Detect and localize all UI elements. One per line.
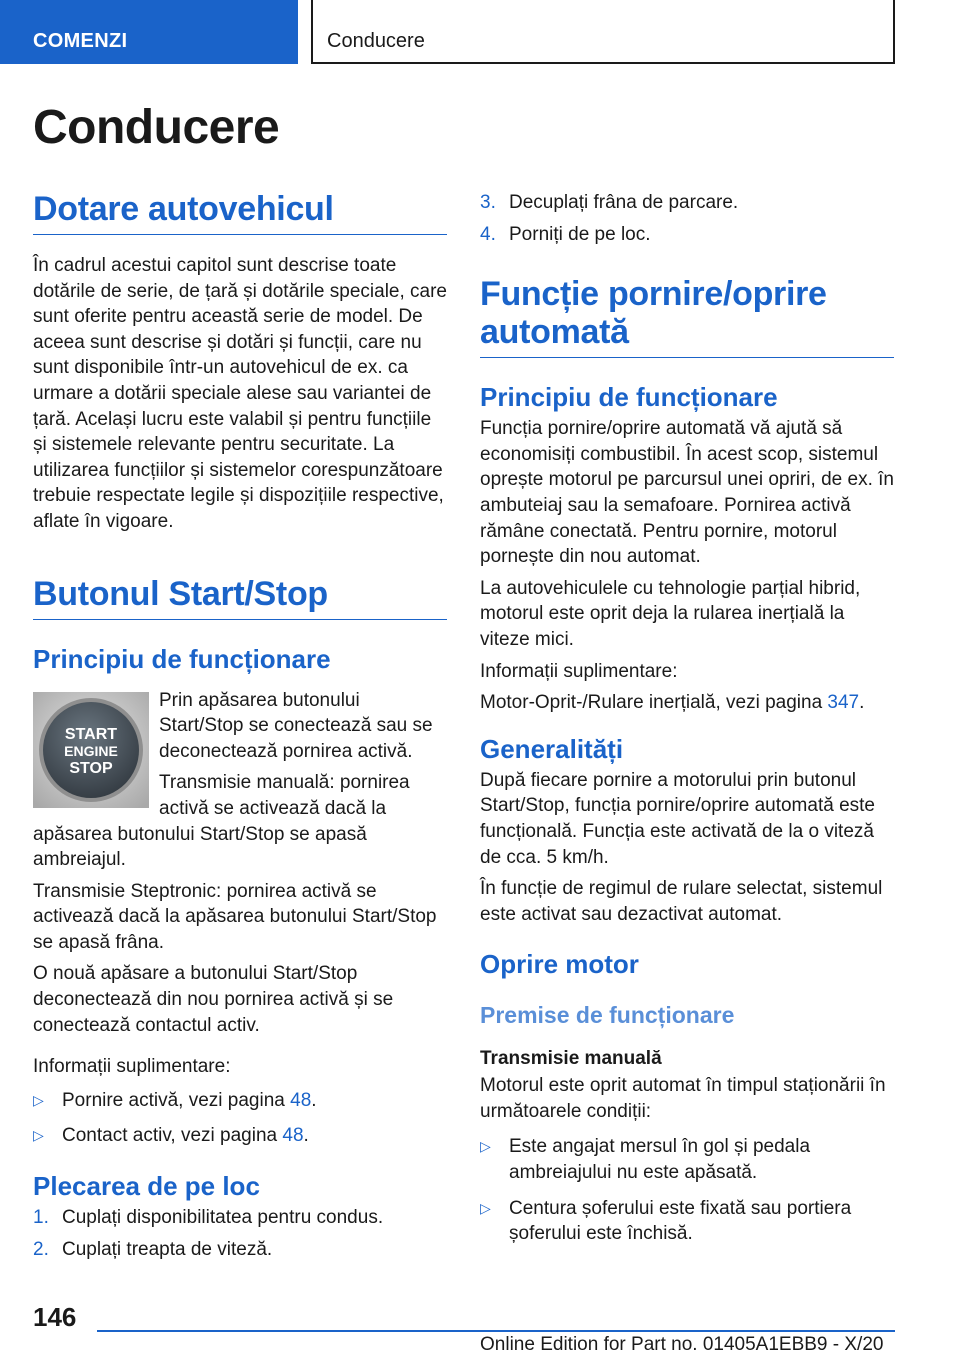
step-text: Cuplați disponibilitatea pentru condus.	[62, 1207, 384, 1229]
triangle-bullet-icon: ▷	[33, 1127, 44, 1144]
step-number: 3.	[480, 192, 496, 213]
triangle-bullet-icon: ▷	[480, 1199, 491, 1216]
principiu-p3: Transmisie Steptronic: pornirea activă se activează dacă la apăsarea butonului Start/Stop se apasă frâna.	[33, 880, 437, 953]
bullet-text: Pornire activă, vezi pagina	[62, 1089, 291, 1111]
heading-plecare: Plecarea de pe loc	[33, 1171, 260, 1202]
list-item	[480, 1196, 894, 1247]
heading-functie: Funcție pornire/oprire automată	[480, 275, 894, 358]
heading-premise: Premise de funcționare	[480, 1002, 735, 1029]
page-link-48[interactable]: 48	[282, 1125, 304, 1147]
functie-p1: Funcția pornire/oprire automată vă ajută să economisiți combustibil. În acest scop, sistemul oprește motorul pe parcursul unei opriri, de ex. în ambuteiaj sau la semafoare. Pornirea activă rămâne conectată. Pentru pornire, motorul pornește din nou automat.	[480, 418, 894, 568]
left-column	[33, 190, 447, 1262]
list-item: ▷ Contact activ, vezi pagina 48.	[33, 1123, 447, 1149]
start-stop-button-icon	[33, 692, 149, 808]
list-item	[480, 222, 894, 248]
info-label-right: Informații suplimentare:	[480, 660, 678, 682]
heading-principiu-right: Principiu de funcționare	[480, 382, 778, 413]
list-item	[480, 190, 894, 216]
step-text: Porniți de pe loc.	[509, 223, 651, 245]
heading-buton: Butonul Start/Stop	[33, 575, 447, 620]
footer-edition: Online Edition for Part no. 01405A1EBB9 - X/20	[480, 1334, 884, 1355]
transmisie-paragraph: Motorul este oprit automat în timpul staționării în următoarele condiții:	[480, 1075, 886, 1122]
principiu-p1: Prin apăsarea butonului Start/Stop se conectează sau se deconectează pornirea activă.	[159, 689, 433, 762]
info-ref-line: Motor-Oprit-/Rulare inerțială, vezi pagina 347.	[480, 692, 865, 714]
info-label-left: Informații suplimentare:	[33, 1056, 231, 1078]
bullet-text: Centura șoferului este fixată sau portiera șoferului este închisă.	[509, 1197, 852, 1245]
heading-dotare: Dotare autovehicul	[33, 190, 447, 235]
button-label-stop: STOP	[69, 759, 113, 777]
footer-divider	[97, 1330, 895, 1332]
list-item: ▷ Pornire activă, vezi pagina 48.	[33, 1088, 447, 1114]
triangle-bullet-icon: ▷	[33, 1091, 44, 1108]
chapter-tab: Conducere	[311, 0, 895, 64]
dotare-paragraph: În cadrul acestui capitol sunt descrise toate dotările de serie, de țară și dotările speciale, care sunt oferite pentru această serie de model. De aceea sunt descrise și dotări și funcții, care nu sunt disponibile într-un autovehicul de ex. ca urmare a dotării speciale alese sau variantei de țară. Același lucru este valabil și pentru funcțiile și sistemele relevante pentru securitate. La utilizarea funcțiilor și sistemelor corespunzătoare trebuie respectate legile și dispozițiile respective, aflate în vigoare.	[33, 255, 448, 532]
principiu-p2: Transmisie manuală: pornirea activă se activează dacă la apăsarea butonului Start/Stop se apasă ambreiajul.	[33, 772, 410, 871]
button-label-start: START	[64, 725, 118, 743]
principiu-p4: O nouă apăsare a butonului Start/Stop deconectează din nou pornirea activă și se conectează contactul activ.	[33, 963, 394, 1036]
list-item	[33, 1237, 447, 1263]
list-item	[33, 1205, 447, 1231]
generalitati-p1: După fiecare pornire a motorului prin butonul Start/Stop, funcția pornire/oprire automată este funcțională. Funcția este activată de la o viteză de cca. 5 km/h.	[480, 769, 875, 868]
generalitati-p2: În funcție de regimul de rulare selectat, sistemul este activat sau dezactivat automat.	[480, 878, 883, 925]
bullet-text: Este angajat mersul în gol și pedala ambreiajului nu este apăsată.	[509, 1136, 811, 1184]
heading-oprire: Oprire motor	[480, 949, 639, 980]
right-column	[480, 190, 894, 1247]
heading-generalitati: Generalități	[480, 733, 624, 764]
step-number: 2.	[33, 1238, 49, 1260]
heading-transmisie: Transmisie manuală	[480, 1048, 662, 1070]
page-link-347[interactable]: 347	[827, 692, 860, 714]
step-number: 1.	[33, 1207, 49, 1229]
page-link-48[interactable]: 48	[290, 1089, 312, 1111]
heading-principiu-left: Principiu de funcționare	[33, 643, 331, 674]
section-tab: COMENZI	[0, 0, 298, 64]
step-text: Cuplați treapta de viteză.	[62, 1238, 273, 1260]
step-text: Decuplați frâna de parcare.	[509, 192, 739, 213]
page-title: Conducere	[33, 101, 280, 154]
functie-p2: La autovehiculele cu tehnologie parțial hibrid, motorul este oprit deja la rularea inerțială la viteze mici.	[480, 577, 861, 650]
triangle-bullet-icon: ▷	[480, 1138, 491, 1155]
step-number: 4.	[480, 223, 496, 245]
start-stop-button-image	[33, 692, 149, 808]
list-item	[480, 1134, 894, 1185]
button-label-engine: ENGINE	[64, 742, 118, 759]
page-number: 146	[33, 1302, 77, 1332]
bullet-text: Contact activ, vezi pagina	[62, 1125, 283, 1147]
